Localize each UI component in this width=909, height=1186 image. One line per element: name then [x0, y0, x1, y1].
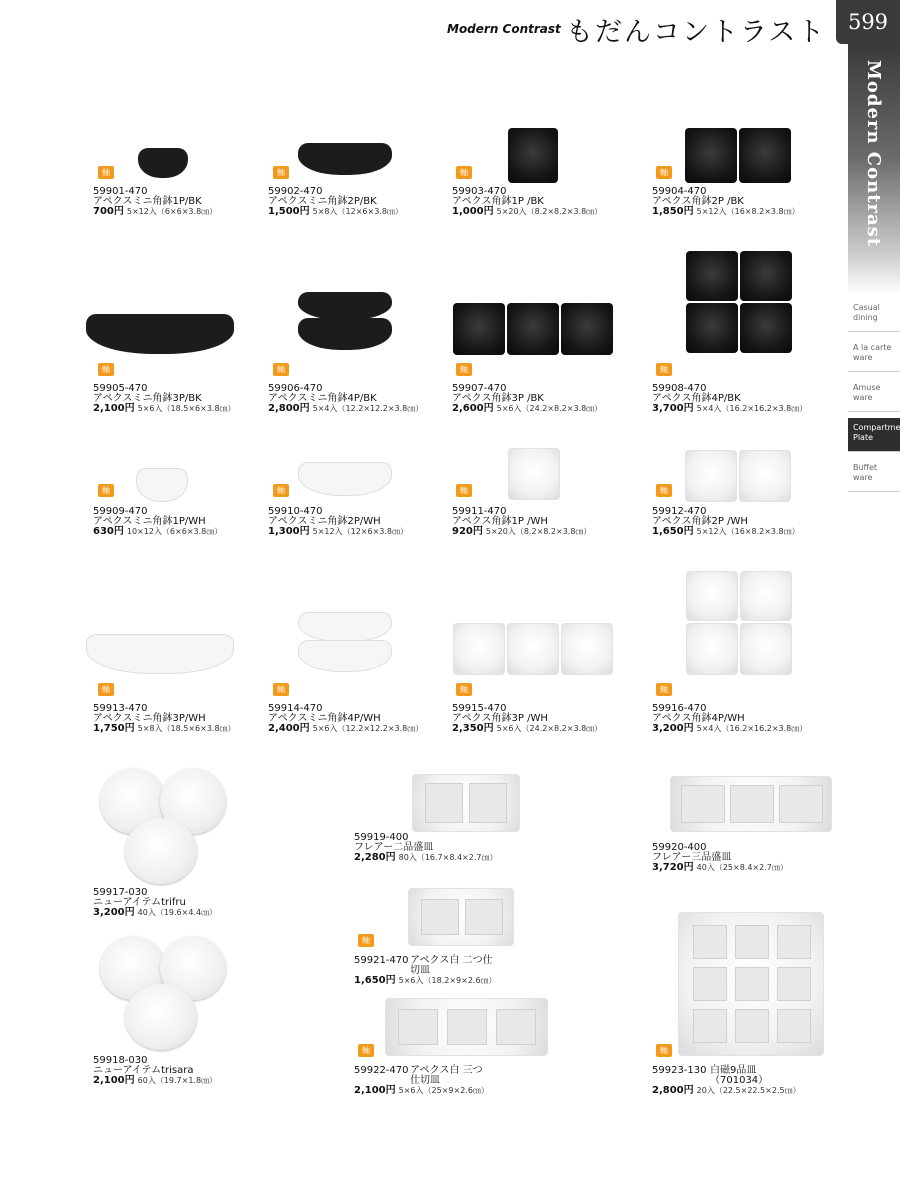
product-spec: 5×20入（8.2×8.2×3.8㎝）	[496, 207, 603, 216]
product-name: ニューアイテムtrisara	[93, 1065, 194, 1076]
product-image	[685, 450, 737, 502]
product-item	[652, 704, 807, 734]
product-price: 3,700円	[652, 403, 694, 414]
product-item	[452, 384, 602, 414]
product-image	[561, 623, 613, 675]
product-item	[93, 507, 222, 537]
product-well	[693, 925, 727, 959]
product-item	[652, 1066, 801, 1096]
product-item	[354, 833, 497, 863]
product-code: 59907-470	[452, 383, 507, 394]
product-code: 59910-470	[268, 506, 323, 517]
product-price: 2,280円	[354, 852, 396, 863]
product-name: アペクスミニ角鉢1P/BK	[93, 196, 202, 207]
product-price: 1,650円	[652, 526, 694, 537]
product-name: アペクス白 三つ仕切皿	[410, 1065, 483, 1086]
badge-icon: 軸	[656, 363, 672, 376]
product-well	[730, 785, 774, 823]
product-spec: 10×12入（6×6×3.8㎝）	[126, 527, 223, 536]
product-well	[469, 783, 507, 823]
product-image	[678, 912, 824, 1056]
product-price: 2,400円	[268, 723, 310, 734]
product-code: 59916-470	[652, 703, 707, 714]
product-spec: 40入（25×8.4×2.7㎝）	[696, 863, 788, 872]
side-tab-compartment-plate[interactable]	[848, 418, 909, 452]
tab-label: Plate	[853, 433, 874, 442]
product-spec: 5×8入（18.5×6×3.8㎝）	[137, 724, 236, 733]
product-name: フレアー二品盛皿	[354, 842, 434, 853]
product-image	[508, 448, 560, 500]
product-image	[298, 318, 392, 350]
badge-icon: 軸	[273, 683, 289, 696]
product-spec: 5×6入（12.2×12.2×3.8㎝）	[312, 724, 424, 733]
product-spec: 5×6入（24.2×8.2×3.8㎝）	[496, 404, 603, 413]
product-well	[779, 785, 823, 823]
product-spec: 5×12入（16×8.2×3.8㎝）	[696, 207, 800, 216]
page-number: 599	[836, 0, 900, 44]
product-price: 3,720円	[652, 862, 694, 873]
badge-icon: 軸	[358, 934, 374, 947]
product-image	[298, 462, 392, 496]
badge-icon: 軸	[656, 683, 672, 696]
product-code: 59920-400	[652, 842, 707, 853]
header-title-jp: もだんコントラスト	[566, 17, 827, 48]
product-name: アペクス角鉢2P /WH	[652, 516, 748, 527]
tab-label: Buffet	[853, 463, 878, 472]
product-price: 2,100円	[93, 403, 135, 414]
product-item	[354, 1066, 489, 1096]
product-image	[86, 314, 234, 354]
product-image	[86, 634, 234, 674]
product-well	[421, 899, 459, 935]
product-price: 3,200円	[652, 723, 694, 734]
side-tab-amuse-ware[interactable]	[848, 378, 900, 412]
product-price: 700円	[93, 206, 124, 217]
header-title-en: Modern Contrast	[447, 22, 561, 36]
product-price: 920円	[452, 526, 483, 537]
product-code: 59922-470	[354, 1065, 409, 1076]
product-image	[298, 612, 392, 642]
product-code: 59921-470	[354, 955, 409, 966]
product-image	[125, 984, 197, 1050]
product-spec: 5×20入（8.2×8.2×3.8㎝）	[485, 527, 592, 536]
product-name: アペクス角鉢4P/BK	[652, 393, 741, 404]
product-spec: 5×12入（6×6×3.8㎝）	[126, 207, 218, 216]
product-well	[735, 925, 769, 959]
product-item	[268, 187, 403, 217]
badge-icon: 軸	[456, 363, 472, 376]
product-price: 1,500円	[268, 206, 310, 217]
product-spec: 5×6入（18.2×9×2.6㎝）	[398, 976, 497, 985]
product-code: 59902-470	[268, 186, 323, 197]
product-item	[268, 384, 423, 414]
product-price: 1,650円	[354, 975, 396, 986]
product-price: 2,600円	[452, 403, 494, 414]
product-image	[298, 143, 392, 175]
product-well	[398, 1009, 438, 1045]
product-item	[652, 843, 788, 873]
product-name: アペクス角鉢2P /BK	[652, 196, 744, 207]
product-item	[93, 1056, 217, 1086]
badge-icon: 軸	[456, 166, 472, 179]
product-image	[670, 776, 832, 832]
product-image	[739, 450, 791, 502]
product-spec: 5×6入（25×9×2.6㎝）	[398, 1086, 489, 1095]
product-spec: 5×4入（12.2×12.2×3.8㎝）	[312, 404, 424, 413]
product-image	[385, 998, 548, 1056]
product-image	[412, 774, 520, 832]
product-image	[298, 292, 392, 320]
product-image	[740, 303, 792, 353]
tab-label: ware	[853, 353, 873, 362]
badge-icon: 軸	[98, 166, 114, 179]
product-well	[693, 1009, 727, 1043]
badge-icon: 軸	[456, 683, 472, 696]
product-well	[447, 1009, 487, 1045]
product-name: ニューアイテムtrifru	[93, 897, 186, 908]
product-image	[740, 251, 792, 301]
product-code: 59904-470	[652, 186, 707, 197]
product-code: 59903-470	[452, 186, 507, 197]
product-price: 2,800円	[268, 403, 310, 414]
product-name: アペクス角鉢1P /WH	[452, 516, 548, 527]
product-code: 59909-470	[93, 506, 148, 517]
product-code: 59912-470	[652, 506, 707, 517]
product-name: アペクスミニ角鉢3P/WH	[93, 713, 206, 724]
product-price: 630円	[93, 526, 124, 537]
product-item	[93, 187, 217, 217]
product-price: 1,850円	[652, 206, 694, 217]
product-code: 59913-470	[93, 703, 148, 714]
product-price: 1,000円	[452, 206, 494, 217]
product-spec: 20入（22.5×22.5×2.5㎝）	[696, 1086, 801, 1095]
product-price: 1,750円	[93, 723, 135, 734]
tab-label: dining	[853, 313, 878, 322]
side-tab-casual-dining[interactable]	[848, 298, 900, 332]
product-item	[268, 507, 408, 537]
product-spec: 5×6入（24.2×8.2×3.8㎝）	[496, 724, 603, 733]
product-price: 2,100円	[354, 1085, 396, 1096]
product-name: フレアー三品盛皿	[652, 852, 732, 863]
product-code: 59905-470	[93, 383, 148, 394]
badge-icon: 軸	[273, 484, 289, 497]
product-code: 59911-470	[452, 506, 507, 517]
badge-icon: 軸	[358, 1044, 374, 1057]
product-image	[686, 251, 738, 301]
product-item	[93, 888, 217, 918]
side-tab-a-la-carte-ware[interactable]	[848, 338, 900, 372]
badge-icon: 軸	[98, 484, 114, 497]
product-well	[777, 1009, 811, 1043]
product-item	[452, 187, 602, 217]
product-price: 2,800円	[652, 1085, 694, 1096]
tab-label: ware	[853, 473, 873, 482]
product-name: アペクスミニ角鉢3P/BK	[93, 393, 202, 404]
product-image	[453, 303, 505, 355]
product-item	[93, 704, 236, 734]
product-item	[652, 507, 800, 537]
product-code: 59923-130	[652, 1065, 707, 1076]
product-image	[685, 128, 737, 183]
product-code: 59917-030	[93, 887, 148, 898]
product-well	[735, 967, 769, 1001]
product-name: アペクス角鉢3P /BK	[452, 393, 544, 404]
product-image	[453, 623, 505, 675]
product-well	[777, 925, 811, 959]
product-name: アペクス角鉢3P /WH	[452, 713, 548, 724]
product-well	[496, 1009, 536, 1045]
product-code: 59908-470	[652, 383, 707, 394]
product-image	[298, 640, 392, 672]
badge-icon: 軸	[273, 166, 289, 179]
product-name: 白磁9品皿（701034）	[710, 1065, 769, 1086]
product-code: 59915-470	[452, 703, 507, 714]
product-well	[681, 785, 725, 823]
tab-label: Compartment	[853, 423, 909, 432]
product-price: 1,300円	[268, 526, 310, 537]
product-image	[686, 623, 738, 675]
product-well	[465, 899, 503, 935]
product-name: アペクスミニ角鉢4P/BK	[268, 393, 377, 404]
badge-icon: 軸	[656, 1044, 672, 1057]
product-image	[740, 571, 792, 621]
badge-icon: 軸	[656, 166, 672, 179]
product-image	[686, 303, 738, 353]
product-image	[561, 303, 613, 355]
product-code: 59919-400	[354, 832, 409, 843]
product-spec: 60入（19.7×1.8㎝）	[137, 1076, 218, 1085]
product-code: 59914-470	[268, 703, 323, 714]
tab-label: Casual	[853, 303, 880, 312]
badge-icon: 軸	[273, 363, 289, 376]
product-image	[740, 623, 792, 675]
product-name: アペクス白 二つ仕切皿	[410, 955, 493, 976]
product-image	[507, 623, 559, 675]
product-spec: 5×4入（16.2×16.2×3.8㎝）	[696, 404, 808, 413]
product-item	[452, 507, 591, 537]
product-item	[652, 187, 800, 217]
product-spec: 5×6入（18.5×6×3.8㎝）	[137, 404, 236, 413]
product-price: 2,350円	[452, 723, 494, 734]
product-image	[739, 128, 791, 183]
product-image	[136, 468, 188, 502]
badge-icon: 軸	[98, 363, 114, 376]
product-code: 59901-470	[93, 186, 148, 197]
side-tab-buffet-ware[interactable]	[848, 458, 900, 492]
product-image	[408, 888, 514, 946]
side-index-title: Modern Contrast	[863, 60, 884, 248]
product-name: アペクスミニ角鉢1P/WH	[93, 516, 206, 527]
product-name: アペクスミニ角鉢4P/WH	[268, 713, 381, 724]
product-image	[125, 818, 197, 884]
tab-label: A la carte	[853, 343, 892, 352]
product-price: 3,200円	[93, 907, 135, 918]
product-image	[138, 148, 188, 178]
product-spec: 5×8入（12×6×3.8㎝）	[312, 207, 403, 216]
product-image	[686, 571, 738, 621]
product-image	[508, 128, 558, 183]
product-well	[693, 967, 727, 1001]
product-item	[93, 384, 236, 414]
product-item	[652, 384, 807, 414]
product-name: アペクス角鉢4P/WH	[652, 713, 745, 724]
product-spec: 5×12入（16×8.2×3.8㎝）	[696, 527, 800, 536]
tab-label: Amuse	[853, 383, 881, 392]
product-spec: 5×12入（12×6×3.8㎝）	[312, 527, 409, 536]
product-spec: 80入（16.7×8.4×2.7㎝）	[398, 853, 498, 862]
product-name: アペクスミニ角鉢2P/WH	[268, 516, 381, 527]
tab-label: ware	[853, 393, 873, 402]
product-item	[268, 704, 423, 734]
badge-icon: 軸	[456, 484, 472, 497]
product-image	[507, 303, 559, 355]
product-well	[777, 967, 811, 1001]
product-code: 59918-030	[93, 1055, 148, 1066]
product-price: 2,100円	[93, 1075, 135, 1086]
product-item	[452, 704, 602, 734]
product-well	[735, 1009, 769, 1043]
product-name: アペクスミニ角鉢2P/BK	[268, 196, 377, 207]
product-code: 59906-470	[268, 383, 323, 394]
badge-icon: 軸	[656, 484, 672, 497]
product-name: アペクス角鉢1P /BK	[452, 196, 544, 207]
product-well	[425, 783, 463, 823]
product-spec: 5×4入（16.2×16.2×3.8㎝）	[696, 724, 808, 733]
badge-icon: 軸	[98, 683, 114, 696]
product-item	[354, 956, 497, 986]
product-spec: 40入（19.6×4.4㎝）	[137, 908, 218, 917]
